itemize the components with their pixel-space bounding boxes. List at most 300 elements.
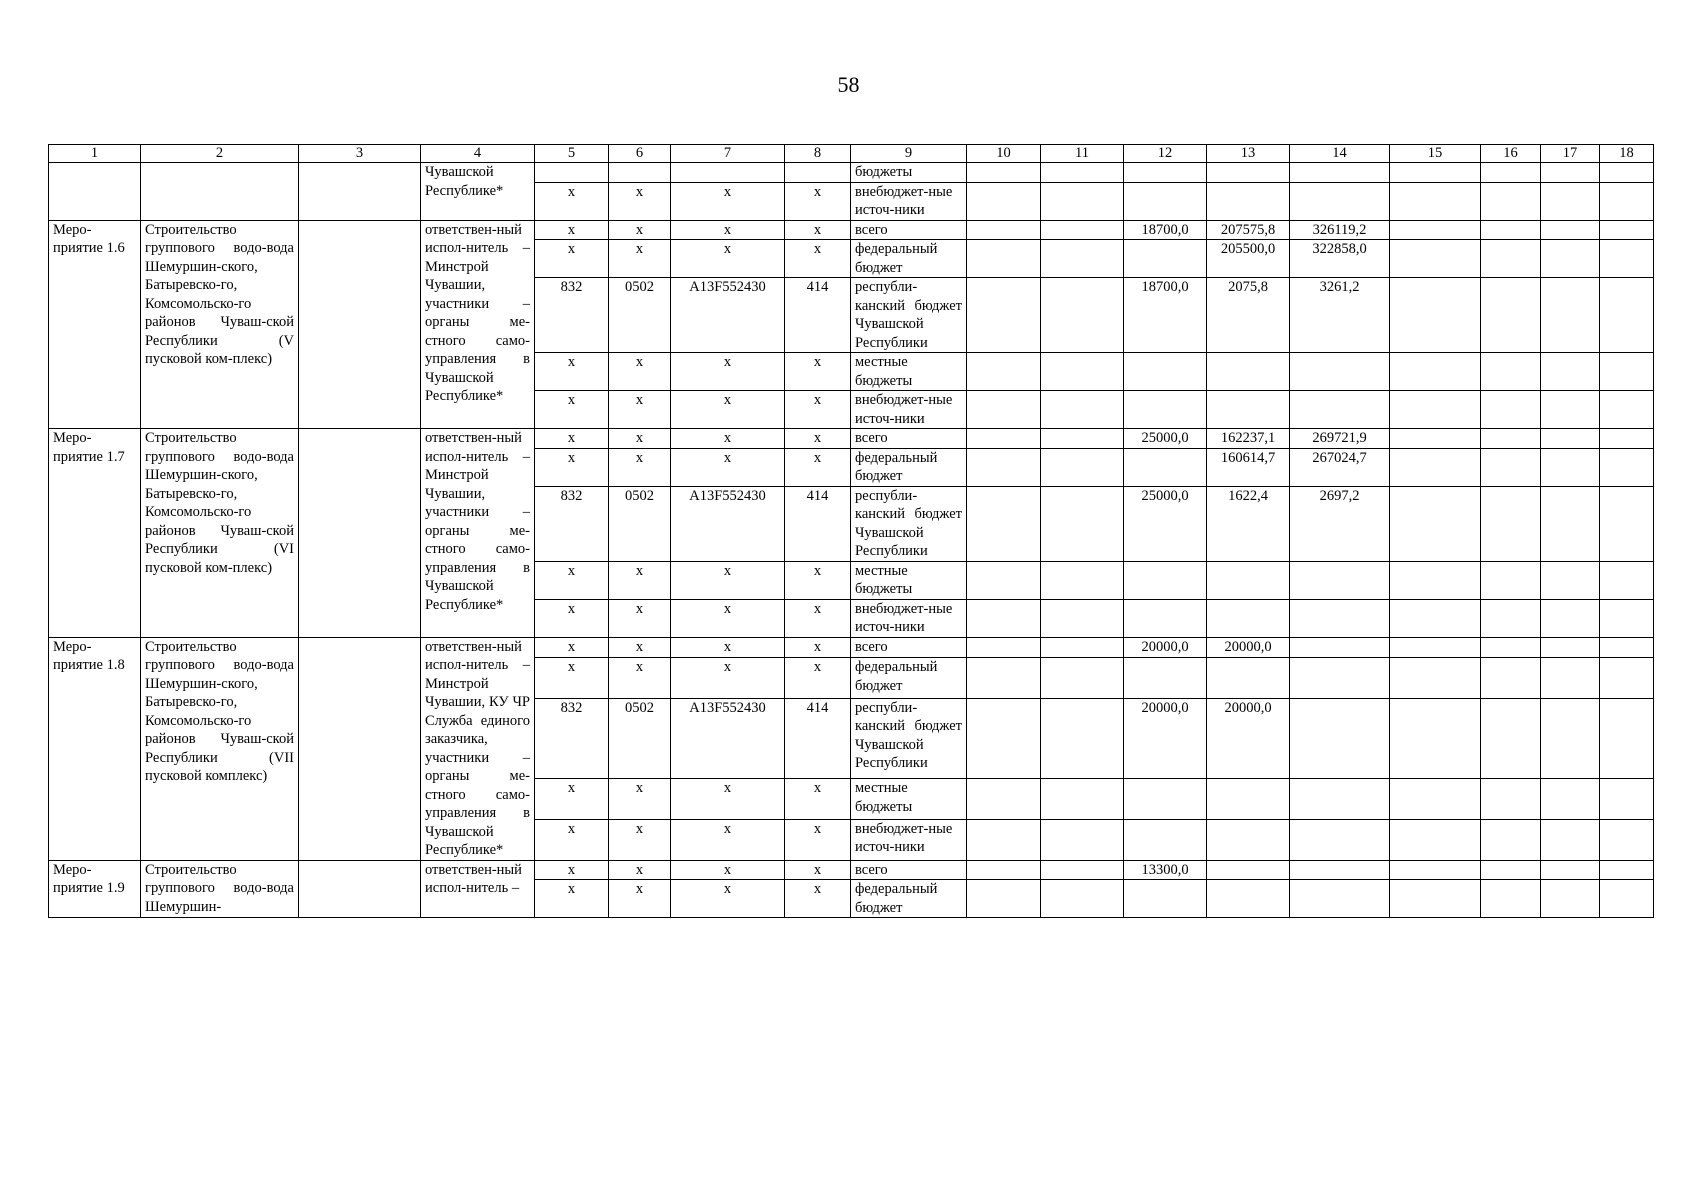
cell-c7: x <box>671 860 785 880</box>
cell-c11 <box>1041 182 1124 220</box>
cell-c11 <box>1041 637 1124 658</box>
measure-name-cell: Строительство группового водо-вода Шемуршин-ского, Батыревско-го, Комсомольско-го районов Чуваш-ской Республики (V пусковой ком-плекс) <box>141 220 299 429</box>
cell-c17 <box>1541 182 1600 220</box>
cell-c14 <box>1290 561 1390 599</box>
cell-c8: x <box>785 353 851 391</box>
cell-c15 <box>1390 779 1481 820</box>
cell-c11 <box>1041 561 1124 599</box>
cell-c8: x <box>785 561 851 599</box>
col3-cell <box>299 220 421 429</box>
cell-c16 <box>1481 698 1541 778</box>
cell-c8: x <box>785 391 851 429</box>
source-cell: федеральный бюджет <box>851 880 967 918</box>
cell-c12 <box>1124 182 1207 220</box>
cell-c17 <box>1541 429 1600 449</box>
cell-c7: x <box>671 353 785 391</box>
cell-c16 <box>1481 658 1541 699</box>
table-row <box>49 860 1654 880</box>
cell-c16 <box>1481 486 1541 561</box>
cell-c15 <box>1390 353 1481 391</box>
cell-c14: 267024,7 <box>1290 448 1390 486</box>
cell-c17 <box>1541 819 1600 860</box>
cell-c15 <box>1390 220 1481 240</box>
col-header: 13 <box>1207 145 1290 163</box>
cell-c8: x <box>785 819 851 860</box>
cell-c13 <box>1207 819 1290 860</box>
cell-c14: 3261,2 <box>1290 278 1390 353</box>
cell-c17 <box>1541 448 1600 486</box>
cell-c5: x <box>535 779 609 820</box>
cell-c5: x <box>535 658 609 699</box>
cell-c6: x <box>609 448 671 486</box>
measure-name-cell: Строительство группового водо-вода Шемуршин-ского, Батыревско-го, Комсомольско-го районов Чуваш-ской Республики (VI пусковой ком-плекс) <box>141 429 299 638</box>
cell-c13: 207575,8 <box>1207 220 1290 240</box>
col3-cell <box>299 429 421 638</box>
cell-c11 <box>1041 819 1124 860</box>
budget-table <box>48 144 1654 918</box>
cell-c5: x <box>535 819 609 860</box>
col3-cell <box>299 860 421 918</box>
col-header: 14 <box>1290 145 1390 163</box>
cell-c5: x <box>535 353 609 391</box>
cell-c5: 832 <box>535 486 609 561</box>
measure-id-cell <box>49 163 141 221</box>
cell-c18 <box>1600 637 1654 658</box>
source-cell: республи-канский бюджет Чувашской Республики <box>851 278 967 353</box>
cell-c7: x <box>671 429 785 449</box>
cell-c13 <box>1207 163 1290 183</box>
cell-c13: 160614,7 <box>1207 448 1290 486</box>
cell-c5: x <box>535 220 609 240</box>
cell-c14 <box>1290 779 1390 820</box>
cell-c18 <box>1600 163 1654 183</box>
cell-c18 <box>1600 448 1654 486</box>
cell-c8: x <box>785 637 851 658</box>
cell-c13 <box>1207 561 1290 599</box>
cell-c6: 0502 <box>609 698 671 778</box>
cell-c17 <box>1541 163 1600 183</box>
measure-id-cell: Меро-приятие 1.6 <box>49 220 141 429</box>
cell-c16 <box>1481 880 1541 918</box>
cell-c13 <box>1207 658 1290 699</box>
cell-c18 <box>1600 860 1654 880</box>
cell-c13: 20000,0 <box>1207 637 1290 658</box>
cell-c15 <box>1390 240 1481 278</box>
cell-c15 <box>1390 819 1481 860</box>
cell-c8: 414 <box>785 486 851 561</box>
cell-c17 <box>1541 353 1600 391</box>
cell-c18 <box>1600 220 1654 240</box>
source-cell: местные бюджеты <box>851 779 967 820</box>
cell-c12 <box>1124 819 1207 860</box>
cell-c18 <box>1600 599 1654 637</box>
cell-c8: x <box>785 448 851 486</box>
cell-c13: 20000,0 <box>1207 698 1290 778</box>
cell-c17 <box>1541 486 1600 561</box>
cell-c14: 326119,2 <box>1290 220 1390 240</box>
measure-id-cell: Меро-приятие 1.8 <box>49 637 141 860</box>
col-header: 15 <box>1390 145 1481 163</box>
cell-c6: x <box>609 779 671 820</box>
cell-c11 <box>1041 658 1124 699</box>
cell-c8: x <box>785 860 851 880</box>
col-header: 12 <box>1124 145 1207 163</box>
source-cell: федеральный бюджет <box>851 240 967 278</box>
cell-c17 <box>1541 860 1600 880</box>
cell-c5: x <box>535 860 609 880</box>
cell-c5: 832 <box>535 278 609 353</box>
cell-c7: x <box>671 182 785 220</box>
col-header: 17 <box>1541 145 1600 163</box>
cell-c16 <box>1481 220 1541 240</box>
cell-c6: x <box>609 240 671 278</box>
cell-c6: x <box>609 561 671 599</box>
cell-c6: 0502 <box>609 486 671 561</box>
cell-c13: 205500,0 <box>1207 240 1290 278</box>
cell-c12 <box>1124 658 1207 699</box>
cell-c14: 2697,2 <box>1290 486 1390 561</box>
source-cell: местные бюджеты <box>851 353 967 391</box>
cell-c10 <box>967 880 1041 918</box>
cell-c15 <box>1390 860 1481 880</box>
cell-c14 <box>1290 353 1390 391</box>
cell-c17 <box>1541 599 1600 637</box>
cell-c16 <box>1481 779 1541 820</box>
cell-c5 <box>535 163 609 183</box>
col-header: 2 <box>141 145 299 163</box>
cell-c12: 25000,0 <box>1124 429 1207 449</box>
cell-c5: x <box>535 880 609 918</box>
cell-c13 <box>1207 391 1290 429</box>
source-cell: всего <box>851 860 967 880</box>
cell-c7: x <box>671 880 785 918</box>
cell-c13 <box>1207 880 1290 918</box>
cell-c5: x <box>535 637 609 658</box>
cell-c10 <box>967 698 1041 778</box>
measure-name-cell <box>141 163 299 221</box>
cell-c18 <box>1600 658 1654 699</box>
col-header: 4 <box>421 145 535 163</box>
cell-c15 <box>1390 448 1481 486</box>
cell-c6: x <box>609 880 671 918</box>
cell-c7: x <box>671 658 785 699</box>
responsible-cell: ответствен-ный испол-нитель – Минстрой Чувашии, участники – органы ме-стного само-управления в Чувашской Республике* <box>421 220 535 429</box>
cell-c16 <box>1481 278 1541 353</box>
cell-c14: 322858,0 <box>1290 240 1390 278</box>
cell-c7: A13F552430 <box>671 278 785 353</box>
cell-c17 <box>1541 278 1600 353</box>
cell-c7: x <box>671 599 785 637</box>
cell-c15 <box>1390 429 1481 449</box>
col-header: 10 <box>967 145 1041 163</box>
cell-c12: 18700,0 <box>1124 220 1207 240</box>
cell-c10 <box>967 486 1041 561</box>
col-header: 8 <box>785 145 851 163</box>
cell-c7: x <box>671 637 785 658</box>
cell-c18 <box>1600 561 1654 599</box>
cell-c17 <box>1541 561 1600 599</box>
cell-c11 <box>1041 860 1124 880</box>
cell-c14 <box>1290 860 1390 880</box>
cell-c8: x <box>785 880 851 918</box>
cell-c16 <box>1481 637 1541 658</box>
cell-c16 <box>1481 391 1541 429</box>
cell-c15 <box>1390 637 1481 658</box>
cell-c15 <box>1390 486 1481 561</box>
col-header: 3 <box>299 145 421 163</box>
cell-c16 <box>1481 353 1541 391</box>
cell-c12: 25000,0 <box>1124 486 1207 561</box>
cell-c12: 13300,0 <box>1124 860 1207 880</box>
col-header: 7 <box>671 145 785 163</box>
cell-c18 <box>1600 278 1654 353</box>
cell-c16 <box>1481 240 1541 278</box>
cell-c8: x <box>785 182 851 220</box>
cell-c13 <box>1207 353 1290 391</box>
cell-c11 <box>1041 220 1124 240</box>
cell-c14: 269721,9 <box>1290 429 1390 449</box>
cell-c11 <box>1041 599 1124 637</box>
col3-cell <box>299 163 421 221</box>
cell-c17 <box>1541 698 1600 778</box>
source-cell: федеральный бюджет <box>851 448 967 486</box>
cell-c17 <box>1541 637 1600 658</box>
cell-c18 <box>1600 182 1654 220</box>
source-cell: республи-канский бюджет Чувашской Республики <box>851 486 967 561</box>
cell-c12 <box>1124 880 1207 918</box>
cell-c11 <box>1041 698 1124 778</box>
cell-c8 <box>785 163 851 183</box>
cell-c10 <box>967 658 1041 699</box>
cell-c11 <box>1041 353 1124 391</box>
cell-c8: x <box>785 429 851 449</box>
cell-c14 <box>1290 819 1390 860</box>
cell-c11 <box>1041 779 1124 820</box>
cell-c5: x <box>535 429 609 449</box>
source-cell: внебюджет-ные источ-ники <box>851 819 967 860</box>
cell-c13: 2075,8 <box>1207 278 1290 353</box>
cell-c5: x <box>535 240 609 278</box>
cell-c17 <box>1541 779 1600 820</box>
cell-c7: x <box>671 819 785 860</box>
cell-c6: x <box>609 353 671 391</box>
cell-c10 <box>967 182 1041 220</box>
cell-c8: x <box>785 779 851 820</box>
cell-c15 <box>1390 561 1481 599</box>
col-header: 18 <box>1600 145 1654 163</box>
cell-c7: x <box>671 220 785 240</box>
cell-c14 <box>1290 880 1390 918</box>
header-row <box>49 145 1654 163</box>
source-cell: всего <box>851 429 967 449</box>
cell-c18 <box>1600 240 1654 278</box>
cell-c18 <box>1600 429 1654 449</box>
cell-c6: x <box>609 860 671 880</box>
cell-c15 <box>1390 658 1481 699</box>
cell-c10 <box>967 561 1041 599</box>
cell-c12 <box>1124 353 1207 391</box>
cell-c13 <box>1207 599 1290 637</box>
cell-c10 <box>967 391 1041 429</box>
cell-c16 <box>1481 860 1541 880</box>
cell-c10 <box>967 240 1041 278</box>
cell-c18 <box>1600 391 1654 429</box>
cell-c5: x <box>535 599 609 637</box>
source-cell: всего <box>851 220 967 240</box>
cell-c7: x <box>671 561 785 599</box>
cell-c16 <box>1481 819 1541 860</box>
cell-c17 <box>1541 391 1600 429</box>
cell-c10 <box>967 353 1041 391</box>
cell-c15 <box>1390 278 1481 353</box>
cell-c10 <box>967 278 1041 353</box>
cell-c14 <box>1290 182 1390 220</box>
table-row <box>49 637 1654 658</box>
cell-c16 <box>1481 599 1541 637</box>
cell-c5: 832 <box>535 698 609 778</box>
cell-c7: A13F552430 <box>671 486 785 561</box>
cell-c16 <box>1481 182 1541 220</box>
cell-c8: x <box>785 658 851 699</box>
cell-c6: 0502 <box>609 278 671 353</box>
source-cell: местные бюджеты <box>851 561 967 599</box>
cell-c12 <box>1124 163 1207 183</box>
cell-c14 <box>1290 658 1390 699</box>
source-cell: федеральный бюджет <box>851 658 967 699</box>
cell-c14 <box>1290 163 1390 183</box>
cell-c12 <box>1124 240 1207 278</box>
cell-c12 <box>1124 561 1207 599</box>
cell-c12 <box>1124 448 1207 486</box>
cell-c15 <box>1390 391 1481 429</box>
col-header: 9 <box>851 145 967 163</box>
cell-c12: 20000,0 <box>1124 637 1207 658</box>
col-header: 16 <box>1481 145 1541 163</box>
cell-c8: x <box>785 240 851 278</box>
cell-c18 <box>1600 486 1654 561</box>
responsible-cell: Чувашской Республике* <box>421 163 535 221</box>
col3-cell <box>299 637 421 860</box>
cell-c10 <box>967 599 1041 637</box>
cell-c12 <box>1124 779 1207 820</box>
cell-c7: x <box>671 391 785 429</box>
responsible-cell: ответствен-ный испол-нитель – Минстрой Чувашии, участники – органы ме-стного само-управления в Чувашской Республике* <box>421 429 535 638</box>
cell-c14 <box>1290 637 1390 658</box>
cell-c8: 414 <box>785 278 851 353</box>
cell-c5: x <box>535 391 609 429</box>
cell-c11 <box>1041 880 1124 918</box>
cell-c6: x <box>609 182 671 220</box>
cell-c18 <box>1600 698 1654 778</box>
cell-c11 <box>1041 163 1124 183</box>
col-header: 6 <box>609 145 671 163</box>
table-row <box>49 220 1654 240</box>
cell-c7 <box>671 163 785 183</box>
cell-c6: x <box>609 599 671 637</box>
cell-c7: x <box>671 240 785 278</box>
cell-c11 <box>1041 240 1124 278</box>
cell-c10 <box>967 163 1041 183</box>
cell-c13 <box>1207 779 1290 820</box>
cell-c12 <box>1124 599 1207 637</box>
measure-id-cell: Меро-приятие 1.9 <box>49 860 141 918</box>
cell-c18 <box>1600 880 1654 918</box>
source-cell: внебюджет-ные источ-ники <box>851 182 967 220</box>
cell-c8: 414 <box>785 698 851 778</box>
cell-c6: x <box>609 819 671 860</box>
cell-c6: x <box>609 429 671 449</box>
cell-c10 <box>967 220 1041 240</box>
cell-c5: x <box>535 448 609 486</box>
cell-c17 <box>1541 880 1600 918</box>
cell-c11 <box>1041 429 1124 449</box>
cell-c14 <box>1290 698 1390 778</box>
cell-c15 <box>1390 698 1481 778</box>
cell-c11 <box>1041 391 1124 429</box>
table-row <box>49 163 1654 183</box>
cell-c11 <box>1041 448 1124 486</box>
cell-c18 <box>1600 353 1654 391</box>
cell-c6: x <box>609 658 671 699</box>
cell-c6: x <box>609 391 671 429</box>
measure-name-cell: Строительство группового водо-вода Шемуршин- <box>141 860 299 918</box>
cell-c14 <box>1290 599 1390 637</box>
cell-c13 <box>1207 182 1290 220</box>
cell-c17 <box>1541 658 1600 699</box>
measure-id-cell: Меро-приятие 1.7 <box>49 429 141 638</box>
cell-c13 <box>1207 860 1290 880</box>
cell-c17 <box>1541 220 1600 240</box>
cell-c11 <box>1041 486 1124 561</box>
col-header: 1 <box>49 145 141 163</box>
cell-c16 <box>1481 429 1541 449</box>
col-header: 5 <box>535 145 609 163</box>
cell-c18 <box>1600 779 1654 820</box>
cell-c10 <box>967 429 1041 449</box>
cell-c6: x <box>609 220 671 240</box>
cell-c17 <box>1541 240 1600 278</box>
cell-c16 <box>1481 448 1541 486</box>
responsible-cell: ответствен-ный испол-нитель – <box>421 860 535 918</box>
cell-c8: x <box>785 220 851 240</box>
cell-c15 <box>1390 880 1481 918</box>
table-row <box>49 429 1654 449</box>
cell-c18 <box>1600 819 1654 860</box>
cell-c10 <box>967 819 1041 860</box>
source-cell: республи-канский бюджет Чувашской Республики <box>851 698 967 778</box>
cell-c7: x <box>671 448 785 486</box>
cell-c6: x <box>609 637 671 658</box>
cell-c16 <box>1481 163 1541 183</box>
cell-c10 <box>967 448 1041 486</box>
cell-c5: x <box>535 182 609 220</box>
cell-c12: 18700,0 <box>1124 278 1207 353</box>
cell-c13: 162237,1 <box>1207 429 1290 449</box>
source-cell: бюджеты <box>851 163 967 183</box>
cell-c12: 20000,0 <box>1124 698 1207 778</box>
cell-c12 <box>1124 391 1207 429</box>
responsible-cell: ответствен-ный испол-нитель – Минстрой Чувашии, КУ ЧР Служба единого заказчика, участники – органы ме-стного само-управления в Чувашской Республике* <box>421 637 535 860</box>
col-header: 11 <box>1041 145 1124 163</box>
source-cell: всего <box>851 637 967 658</box>
cell-c5: x <box>535 561 609 599</box>
cell-c15 <box>1390 163 1481 183</box>
cell-c15 <box>1390 182 1481 220</box>
cell-c13: 1622,4 <box>1207 486 1290 561</box>
cell-c10 <box>967 637 1041 658</box>
source-cell: внебюджет-ные источ-ники <box>851 599 967 637</box>
cell-c15 <box>1390 599 1481 637</box>
